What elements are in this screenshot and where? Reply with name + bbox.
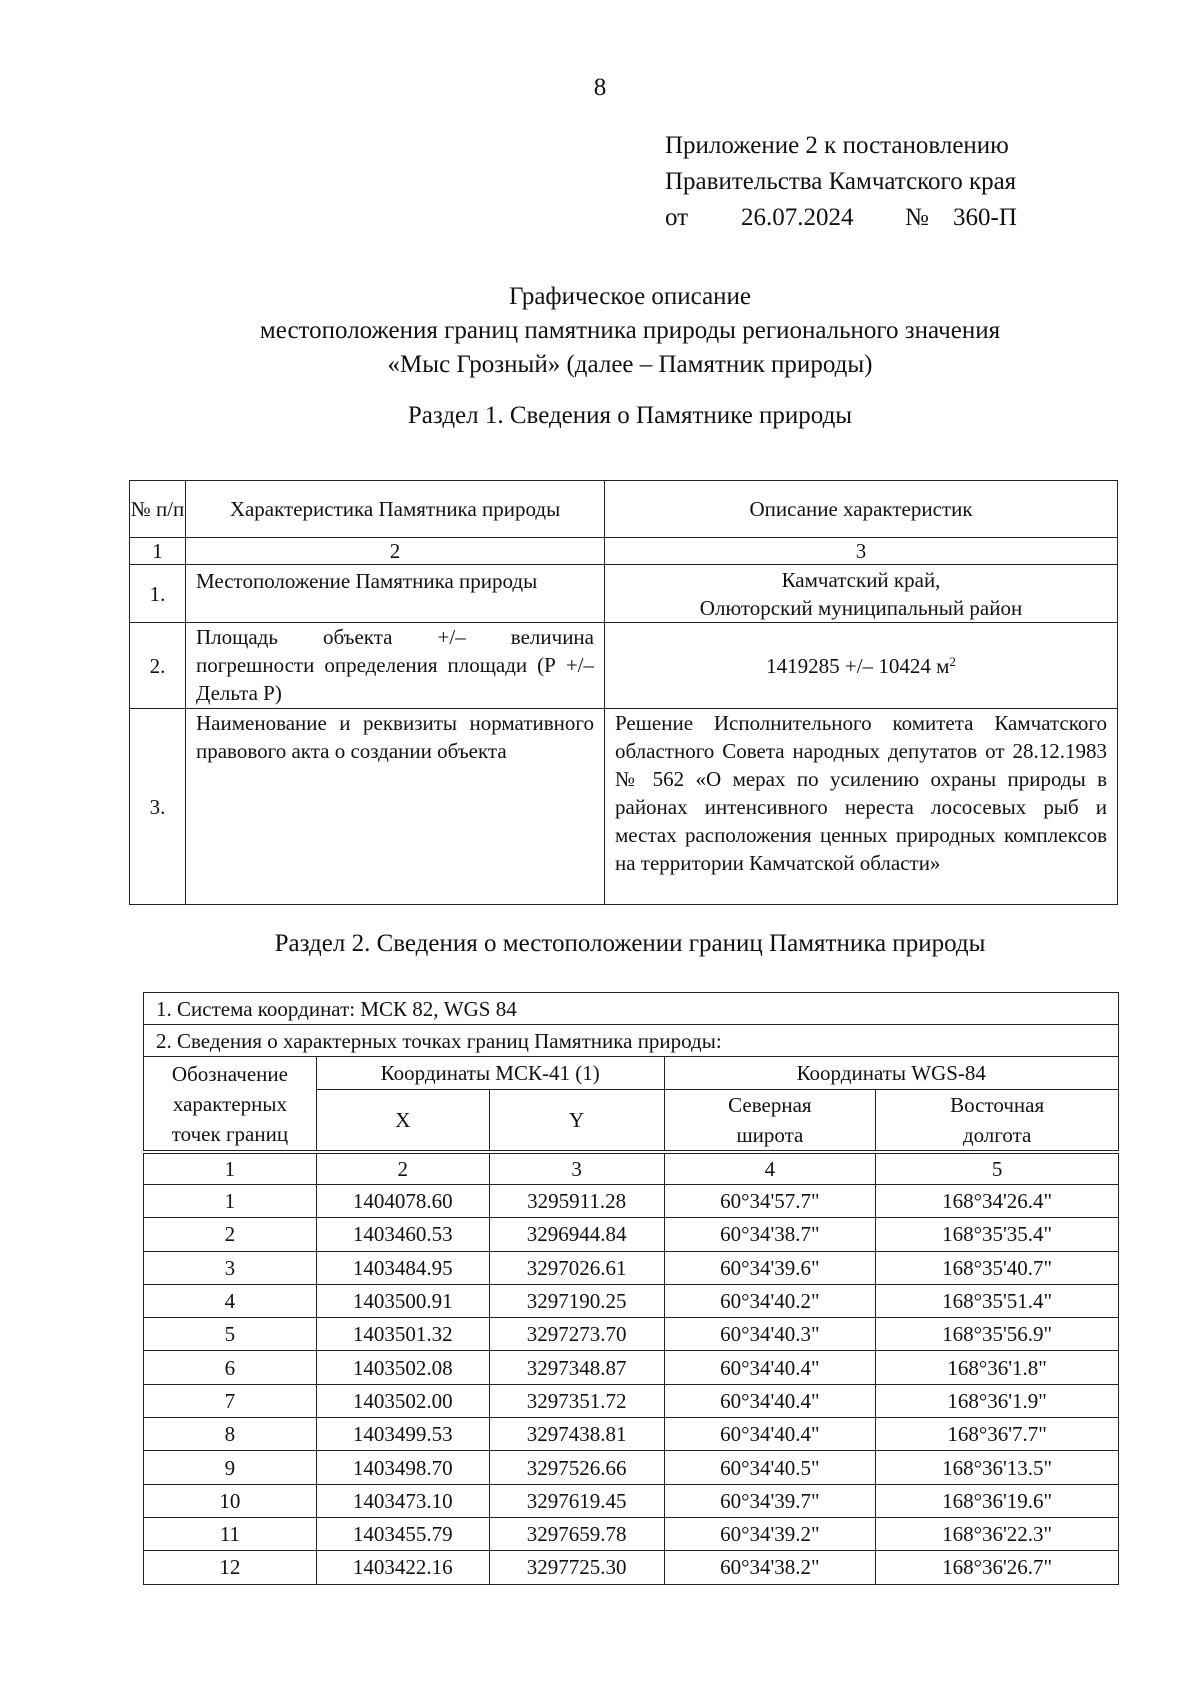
index-cell: 2 — [186, 538, 605, 565]
header-east — [876, 1090, 1119, 1153]
point-longitude: 168°36'19.6" — [876, 1484, 1119, 1517]
appendix-date: 26.07.2024 — [741, 204, 854, 231]
section2-heading: Раздел 2. Сведения о местоположении границ Памятника природы — [274, 930, 986, 957]
appendix-date-row — [665, 200, 1017, 236]
point-latitude: 60°34'39.7" — [664, 1484, 876, 1517]
header-line: Восточная — [950, 1093, 1045, 1117]
title-line-2: местоположения границ памятника природы регионального значения — [259, 317, 1001, 344]
point-latitude: 60°34'40.4" — [664, 1384, 876, 1417]
header-description: Описание характеристик — [605, 481, 1118, 538]
point-latitude: 60°34'40.2" — [664, 1284, 876, 1317]
point-latitude: 60°34'40.5" — [664, 1451, 876, 1484]
point-longitude: 168°34'26.4" — [876, 1185, 1119, 1218]
appendix-line-1: Приложение 2 к постановлению — [665, 132, 1009, 159]
point-y: 3296944.84 — [489, 1218, 664, 1251]
index-cell: 4 — [664, 1152, 876, 1185]
title-line-1: Графическое описание — [508, 283, 752, 310]
point-longitude: 168°36'1.9" — [876, 1384, 1119, 1417]
point-y: 3297190.25 — [489, 1284, 664, 1317]
description-line: Олюторский муниципальный район — [699, 595, 1023, 620]
title-line-3: «Мыс Грозный» (далее – Памятник природы) — [387, 351, 873, 378]
section1-index-row — [130, 538, 1118, 565]
section1-heading: Раздел 1. Сведения о Памятнике природы — [407, 402, 853, 429]
appendix-number: 360-П — [953, 204, 1017, 231]
header-designation — [144, 1057, 317, 1153]
table-row — [144, 1418, 1119, 1451]
point-id: 8 — [144, 1418, 317, 1451]
point-y: 3297026.61 — [489, 1251, 664, 1284]
header-line: Обозначение — [171, 1061, 288, 1086]
point-x: 1403484.95 — [316, 1251, 489, 1284]
table-row — [144, 1451, 1119, 1484]
index-cell: 1 — [130, 538, 186, 565]
point-longitude: 168°35'56.9" — [876, 1318, 1119, 1351]
section2-index-row — [144, 1152, 1119, 1185]
point-latitude: 60°34'57.7" — [664, 1185, 876, 1218]
table-row — [144, 1551, 1119, 1584]
point-x: 1403501.32 — [316, 1318, 489, 1351]
point-x: 1403455.79 — [316, 1517, 489, 1550]
point-x: 1403500.91 — [316, 1284, 489, 1317]
point-x: 1403460.53 — [316, 1218, 489, 1251]
row-number: 2. — [130, 623, 186, 709]
point-id: 6 — [144, 1351, 317, 1384]
header-line: долгота — [962, 1123, 1032, 1147]
table-row — [144, 1351, 1119, 1384]
area-unit-superscript: 2 — [949, 653, 956, 669]
point-id: 9 — [144, 1451, 317, 1484]
point-y: 3297659.78 — [489, 1517, 664, 1550]
point-latitude: 60°34'40.4" — [664, 1418, 876, 1451]
index-cell: 5 — [876, 1152, 1119, 1185]
point-y: 3297273.70 — [489, 1318, 664, 1351]
point-id: 4 — [144, 1284, 317, 1317]
point-id: 7 — [144, 1384, 317, 1417]
header-num: № п/п — [130, 481, 186, 538]
point-x: 1403498.70 — [316, 1451, 489, 1484]
point-x: 1403499.53 — [316, 1418, 489, 1451]
section1-table — [129, 480, 1118, 905]
point-latitude: 60°34'38.2" — [664, 1551, 876, 1584]
point-longitude: 168°36'26.7" — [876, 1551, 1119, 1584]
coord-system: 1. Система координат: МСК 82, WGS 84 — [144, 993, 1119, 1025]
point-id: 5 — [144, 1318, 317, 1351]
row-characteristic: Местоположение Памятника природы — [186, 565, 605, 623]
coord-system-row — [144, 993, 1119, 1025]
point-latitude: 60°34'40.3" — [664, 1318, 876, 1351]
point-x: 1403502.00 — [316, 1384, 489, 1417]
row-characteristic: Площадь объекта +/– величина погрешности определения площади (Р +/– Дельта Р) — [186, 623, 605, 709]
table-row — [144, 1484, 1119, 1517]
point-longitude: 168°36'1.8" — [876, 1351, 1119, 1384]
table-row — [144, 1384, 1119, 1417]
page-number: 8 — [593, 74, 607, 101]
index-cell: 3 — [489, 1152, 664, 1185]
header-wgs: Координаты WGS-84 — [664, 1057, 1118, 1090]
point-latitude: 60°34'38.7" — [664, 1218, 876, 1251]
table-row — [144, 1218, 1119, 1251]
point-y: 3297619.45 — [489, 1484, 664, 1517]
description-line: Камчатский край, — [781, 567, 941, 592]
row-description — [605, 623, 1118, 709]
table-row — [144, 1517, 1119, 1550]
point-id: 2 — [144, 1218, 317, 1251]
row-number: 1. — [130, 565, 186, 623]
appendix-block — [665, 128, 1017, 236]
point-id: 11 — [144, 1517, 317, 1550]
point-longitude: 168°36'13.5" — [876, 1451, 1119, 1484]
header-characteristic: Характеристика Памятника природы — [186, 481, 605, 538]
point-longitude: 168°35'35.4" — [876, 1218, 1119, 1251]
point-longitude: 168°35'51.4" — [876, 1284, 1119, 1317]
table-row — [144, 1251, 1119, 1284]
header-line: Северная — [728, 1093, 812, 1117]
point-y: 3297725.30 — [489, 1551, 664, 1584]
point-x: 1403502.08 — [316, 1351, 489, 1384]
section1-header-row — [130, 481, 1118, 538]
appendix-from-label: от — [665, 204, 689, 231]
header-line: характерных — [172, 1091, 287, 1116]
row-characteristic: Наименование и реквизиты нормативного правового акта о создании объекта — [186, 709, 605, 905]
point-latitude: 60°34'40.4" — [664, 1351, 876, 1384]
point-longitude: 168°36'7.7" — [876, 1418, 1119, 1451]
table-row — [144, 1318, 1119, 1351]
point-y: 3295911.28 — [489, 1185, 664, 1218]
point-latitude: 60°34'39.6" — [664, 1251, 876, 1284]
point-y: 3297348.87 — [489, 1351, 664, 1384]
point-id: 1 — [144, 1185, 317, 1218]
point-longitude: 168°36'22.3" — [876, 1517, 1119, 1550]
index-cell: 1 — [144, 1152, 317, 1185]
point-x: 1403422.16 — [316, 1551, 489, 1584]
point-y: 3297438.81 — [489, 1418, 664, 1451]
table-row — [130, 623, 1118, 709]
index-cell: 2 — [316, 1152, 489, 1185]
appendix-number-sign: № — [905, 204, 929, 231]
point-id: 10 — [144, 1484, 317, 1517]
header-msk: Координаты МСК-41 (1) — [316, 1057, 664, 1090]
point-latitude: 60°34'39.2" — [664, 1517, 876, 1550]
table-row — [144, 1284, 1119, 1317]
points-heading-row — [144, 1025, 1119, 1057]
section2-table — [143, 992, 1119, 1585]
point-y: 3297526.66 — [489, 1451, 664, 1484]
document-title — [0, 280, 1200, 382]
point-y: 3297351.72 — [489, 1384, 664, 1417]
header-line: точек границ — [171, 1121, 289, 1146]
points-heading: 2. Сведения о характерных точках границ Памятника природы: — [144, 1025, 1119, 1057]
section2-header-row — [144, 1057, 1119, 1090]
table-row — [130, 565, 1118, 623]
point-x: 1404078.60 — [316, 1185, 489, 1218]
header-y: Y — [489, 1090, 664, 1153]
row-description: Решение Исполнительного комитета Камчатского областного Совета народных депутатов от 28.12.1983 № 562 «О мерах по усилению охраны природы в районах интенсивного нереста лососевых рыб и местах расположения ценных природных комплексов на территории Камчатской области» — [605, 709, 1118, 905]
appendix-line-2: Правительства Камчатского края — [665, 168, 1017, 195]
point-id: 12 — [144, 1551, 317, 1584]
area-value: 1419285 +/– 10424 м — [766, 653, 950, 678]
index-cell: 3 — [605, 538, 1118, 565]
point-longitude: 168°35'40.7" — [876, 1251, 1119, 1284]
row-description — [605, 565, 1118, 623]
point-id: 3 — [144, 1251, 317, 1284]
header-north — [664, 1090, 876, 1153]
row-number: 3. — [130, 709, 186, 905]
point-x: 1403473.10 — [316, 1484, 489, 1517]
table-row — [130, 709, 1118, 905]
header-line: широта — [736, 1123, 804, 1147]
table-row — [144, 1185, 1119, 1218]
header-x: X — [316, 1090, 489, 1153]
points-body — [144, 1185, 1119, 1585]
